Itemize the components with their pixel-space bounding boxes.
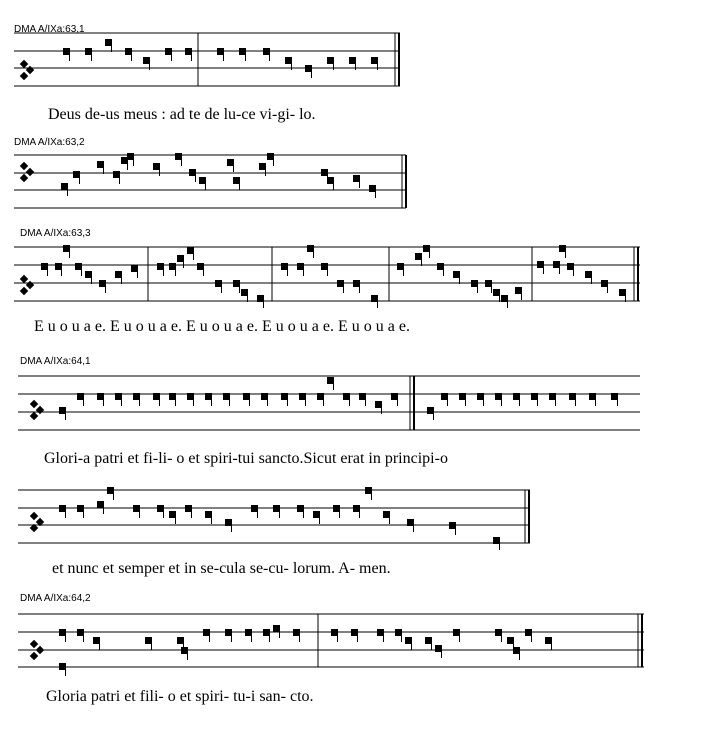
neume-note (435, 645, 442, 652)
c-clef-icon (20, 275, 34, 295)
neume-note (233, 177, 240, 184)
neume-note (165, 48, 172, 55)
neume-note (251, 505, 258, 512)
neume-note (327, 377, 334, 384)
c-clef-icon (30, 512, 44, 532)
neume-note (187, 393, 194, 400)
chant-id-label: DMA A/IXa:63,1 (14, 24, 85, 35)
neume-note (225, 629, 232, 636)
neume-note (305, 65, 312, 72)
neume-note (285, 57, 292, 64)
neume-note (611, 393, 618, 400)
neume-note (383, 511, 390, 518)
neume-note (313, 511, 320, 518)
neume-note (513, 647, 520, 654)
c-clef-icon (20, 60, 34, 80)
neume-note (99, 280, 106, 287)
neume-note (205, 393, 212, 400)
neume-note (215, 280, 222, 287)
neume-note (61, 183, 68, 190)
neume-note (321, 263, 328, 270)
neume-note (223, 393, 230, 400)
neume-note (493, 537, 500, 544)
neume-note (189, 169, 196, 176)
neume-note (217, 48, 224, 55)
neume-note (531, 393, 538, 400)
neume-note (495, 629, 502, 636)
neume-note (125, 48, 132, 55)
neume-note (477, 393, 484, 400)
neume-note (41, 263, 48, 270)
neume-note (169, 263, 176, 270)
neume-note (495, 393, 502, 400)
neume-note (619, 289, 626, 296)
neume-note (273, 625, 280, 632)
neume-note (115, 271, 122, 278)
neume-note (59, 505, 66, 512)
neume-note (353, 505, 360, 512)
neume-note (115, 393, 122, 400)
neume-note (601, 280, 608, 287)
neume-note (75, 263, 82, 270)
neume-note (321, 169, 328, 176)
neume-note (375, 401, 382, 408)
neume-note (371, 57, 378, 64)
neume-note (377, 629, 384, 636)
lyrics-chant-3: E u o u a e. E u o u a e. E u o u a e. E u o u a e. E u o u a e. (34, 318, 410, 335)
neume-note (169, 393, 176, 400)
neume-note (259, 163, 266, 170)
neume-note (59, 407, 66, 414)
neume-note (55, 263, 62, 270)
neume-note (297, 505, 304, 512)
neume-note (121, 157, 128, 164)
neume-note (85, 271, 92, 278)
neume-note (107, 487, 114, 494)
neume-note (369, 185, 376, 192)
neume-note (63, 48, 70, 55)
neume-note (453, 629, 460, 636)
neume-note (263, 48, 270, 55)
neume-note (203, 629, 210, 636)
neume-note (501, 295, 508, 302)
neume-note (175, 153, 182, 160)
neume-note (307, 245, 314, 252)
neume-note (177, 255, 184, 262)
neume-note (73, 171, 80, 178)
neume-note (153, 393, 160, 400)
neume-note (397, 263, 404, 270)
neume-note (267, 153, 274, 160)
neume-note (331, 629, 338, 636)
neume-note (293, 629, 300, 636)
neume-note (423, 245, 430, 252)
neume-note (113, 171, 120, 178)
neume-note (97, 501, 104, 508)
neume-note (185, 505, 192, 512)
neume-note (425, 637, 432, 644)
neume-note (585, 271, 592, 278)
neume-note (569, 393, 576, 400)
neume-note (415, 253, 422, 260)
neume-note (281, 393, 288, 400)
neume-note (327, 57, 334, 64)
neume-note (197, 263, 204, 270)
neume-note (485, 280, 492, 287)
neume-note (589, 393, 596, 400)
neume-note (549, 393, 556, 400)
neume-note (77, 629, 84, 636)
neume-note (407, 519, 414, 526)
neume-note (105, 39, 112, 46)
neume-note (449, 522, 456, 529)
neume-note (133, 393, 140, 400)
neume-note (281, 263, 288, 270)
neume-note (157, 263, 164, 270)
neume-note (187, 247, 194, 254)
neume-note (59, 629, 66, 636)
c-clef-icon (30, 640, 44, 660)
neume-note (225, 519, 232, 526)
neume-note (263, 629, 270, 636)
neume-note (371, 295, 378, 302)
neume-note (349, 57, 356, 64)
neume-note (297, 263, 304, 270)
neume-note (145, 637, 152, 644)
neume-note (59, 663, 66, 670)
neume-note (427, 407, 434, 414)
neume-note (241, 289, 248, 296)
neume-note (97, 393, 104, 400)
neume-note (157, 505, 164, 512)
chant-id-label: DMA A/IXa:64,2 (20, 593, 91, 604)
neume-note (227, 159, 234, 166)
neume-note (97, 161, 104, 168)
neume-note (239, 48, 246, 55)
neume-note (199, 177, 206, 184)
neume-note (453, 271, 460, 278)
lyrics-chant-5: Gloria patri et fili- o et spiri- tu-i san- cto. (46, 688, 314, 705)
neume-note (405, 637, 412, 644)
neume-note (273, 505, 280, 512)
neume-note (471, 280, 478, 287)
neume-note (515, 287, 522, 294)
neume-note (537, 261, 544, 268)
neume-note (185, 48, 192, 55)
neume-note (243, 393, 250, 400)
chant-id-label: DMA A/IXa:63,2 (14, 137, 85, 148)
neume-note (257, 295, 264, 302)
neume-note (317, 393, 324, 400)
neume-note (567, 263, 574, 270)
c-clef-icon (20, 162, 34, 182)
neume-note (525, 629, 532, 636)
neume-note (299, 393, 306, 400)
neume-note (333, 505, 340, 512)
lyrics-chant-4-line-1: Glori-a patri et fi-li- o et spiri-tui sancto.Sicut erat in principi-o (44, 450, 448, 467)
neume-note (177, 637, 184, 644)
neume-note (63, 245, 70, 252)
neume-note (93, 637, 100, 644)
neume-note (437, 263, 444, 270)
chant-id-label: DMA A/IXa:63,3 (20, 228, 91, 239)
neume-note (359, 393, 366, 400)
neume-note (343, 393, 350, 400)
neume-note (353, 280, 360, 287)
neume-note (507, 637, 514, 644)
c-clef-icon (30, 400, 44, 420)
neume-note (493, 289, 500, 296)
neume-note (553, 261, 560, 268)
neume-note (327, 177, 334, 184)
neume-note (133, 505, 140, 512)
neume-note (353, 175, 360, 182)
neume-note (441, 393, 448, 400)
neume-note (351, 629, 358, 636)
neume-note (131, 265, 138, 272)
neume-note (85, 48, 92, 55)
lyrics-chant-1: Deus de-us meus : ad te de lu-ce vi-gi- lo. (48, 106, 316, 123)
neume-note (77, 505, 84, 512)
neume-note (181, 647, 188, 654)
neume-note (77, 393, 84, 400)
neume-note (545, 637, 552, 644)
neume-note (233, 280, 240, 287)
neume-note (205, 511, 212, 518)
neume-note (365, 487, 372, 494)
neume-note (153, 163, 160, 170)
neume-note (559, 245, 566, 252)
neume-note (337, 280, 344, 287)
neume-note (127, 153, 134, 160)
neume-note (391, 393, 398, 400)
neume-note (169, 511, 176, 518)
lyrics-chant-4-line-2: et nunc et semper et in se-cula se-cu- lorum. A- men. (52, 560, 391, 577)
neume-note (459, 393, 466, 400)
neume-note (513, 393, 520, 400)
chant-id-label: DMA A/IXa:64,1 (20, 356, 91, 367)
neume-note (245, 629, 252, 636)
neume-note (261, 393, 268, 400)
neume-note (395, 629, 402, 636)
neume-note (143, 57, 150, 64)
